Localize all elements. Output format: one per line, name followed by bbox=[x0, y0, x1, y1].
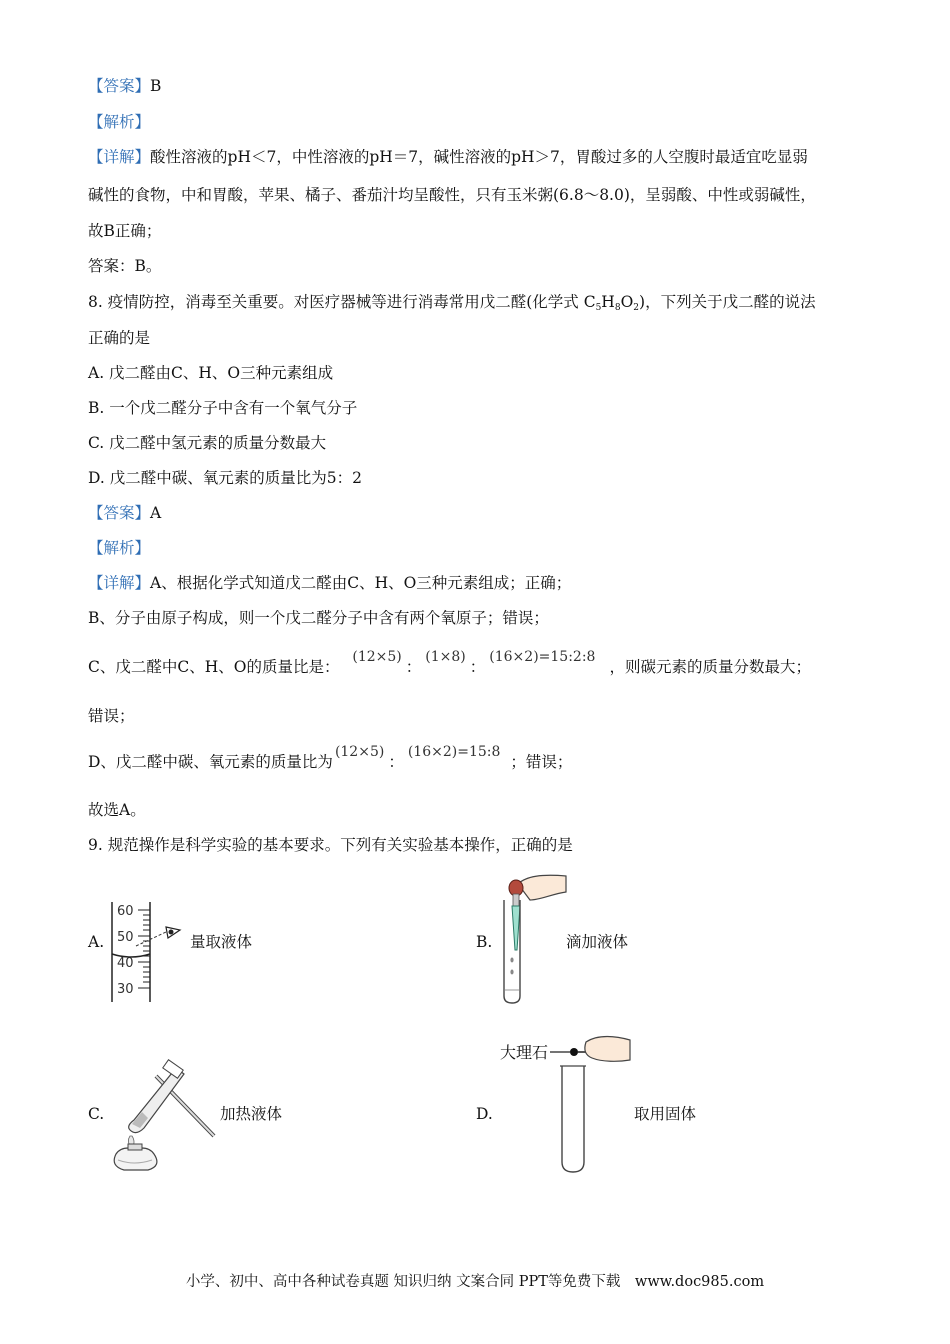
detail-line-8a bbox=[88, 573, 571, 593]
answer-tag: 【答案】 bbox=[88, 77, 151, 95]
detail-tag: 【详解】 bbox=[88, 148, 151, 166]
detail-c-post: ，则碳元素的质量分数最大； bbox=[609, 658, 811, 676]
answer-line-8 bbox=[88, 503, 161, 523]
detail-text: 酸性溶液的pH＜7，中性溶液的pH＝7，碱性溶液的pH＞7，胃酸过多的人空腹时最适宜吃显弱 bbox=[150, 148, 808, 166]
heating-liquid-figure bbox=[104, 1050, 224, 1175]
marble-label: 大理石 bbox=[500, 1043, 549, 1062]
detail-d-post: ；错误； bbox=[510, 753, 573, 771]
page-footer: 小学、初中、高中各种试卷真题 知识归纳 文案合同 PPT等免费下载 www.doc985.com bbox=[185, 1274, 765, 1290]
q8-stem bbox=[88, 292, 816, 318]
conclusion-line-8: 故选A。 bbox=[88, 801, 146, 819]
q9-option-a-caption: 量取液体 bbox=[190, 933, 253, 951]
q8-option-a: A. 戊二醛由C、H、O三种元素组成 bbox=[88, 364, 334, 382]
formula-sep: ： bbox=[388, 753, 404, 771]
detail-tag: 【详解】 bbox=[88, 574, 151, 592]
graduated-cylinder-figure bbox=[108, 896, 198, 1006]
detail-line-8b: B、分子由原子构成，则一个戊二醛分子中含有两个氧原子；错误； bbox=[88, 609, 549, 627]
q9-stem: 9. 规范操作是科学实验的基本要求。下列有关实验基本操作，正确的是 bbox=[88, 836, 573, 854]
answer-value: B bbox=[150, 77, 162, 95]
q8-stem-b: )，下列关于戊二醛的说法 bbox=[639, 293, 816, 311]
formula-h: H bbox=[601, 293, 615, 311]
formula-sep: ： bbox=[405, 658, 422, 676]
detail-line-8c bbox=[88, 649, 811, 678]
formula-sep: ： bbox=[469, 658, 486, 676]
formula-c2: (1×8) bbox=[425, 649, 466, 665]
detail-line-7a bbox=[88, 147, 808, 167]
q9-option-d-caption: 取用固体 bbox=[634, 1105, 697, 1123]
q8-option-b: B. 一个戊二醛分子中含有一个氧气分子 bbox=[88, 399, 358, 417]
detail-text: A、根据化学式知道戊二醛由C、H、O三种元素组成；正确； bbox=[150, 574, 572, 592]
analysis-tag: 【解析】 bbox=[88, 113, 151, 131]
detail-line-7b: 碱性的食物，中和胃酸，苹果、橘子、番茄汁均呈酸性，只有玉米粥(6.8～8.0)，呈弱酸、中性或弱碱性， bbox=[88, 186, 816, 204]
analysis-line-8 bbox=[88, 538, 150, 558]
tick-label-50: 50 bbox=[117, 930, 134, 945]
q8-stem-a: 8. 疫情防控，消毒至关重要。对医疗器械等进行消毒常用戊二醛(化学式 C bbox=[88, 293, 596, 311]
tick-label-60: 60 bbox=[117, 904, 134, 919]
detail-c-pre: C、戊二醛中C、H、O的质量比是： bbox=[88, 658, 340, 676]
analysis-line-7 bbox=[88, 112, 150, 132]
q9-option-b-letter: B. bbox=[476, 933, 493, 951]
formula-o-count: 2 bbox=[633, 303, 640, 313]
formula-h-count: 8 bbox=[614, 303, 621, 313]
answer-tag: 【答案】 bbox=[88, 504, 151, 522]
formula-o: O bbox=[620, 293, 634, 311]
answer-value: A bbox=[150, 504, 162, 522]
q8-option-d: D. 戊二醛中碳、氧元素的质量比为5：2 bbox=[88, 469, 362, 487]
q9-option-b-caption: 滴加液体 bbox=[566, 933, 629, 951]
formula-c1: (12×5) bbox=[352, 649, 402, 665]
detail-line-7c: 故B正确； bbox=[88, 222, 162, 240]
formula-c-count: 5 bbox=[595, 303, 602, 313]
q8-option-c: C. 戊二醛中氢元素的质量分数最大 bbox=[88, 434, 327, 452]
formula-d2: (16×2)=15:8 bbox=[407, 744, 501, 760]
q9-option-c-letter: C. bbox=[88, 1105, 105, 1123]
q9-option-a-letter: A. bbox=[88, 933, 105, 951]
taking-solid-figure bbox=[498, 1034, 648, 1174]
detail-d-pre: D、戊二醛中碳、氧元素的质量比为 bbox=[88, 753, 333, 771]
formula-d1: (12×5) bbox=[334, 744, 385, 760]
detail-line-8d bbox=[88, 744, 573, 773]
detail-line-8c2: 错误； bbox=[88, 707, 135, 725]
formula-c3: (16×2)=15:2:8 bbox=[489, 649, 596, 665]
q9-option-c-caption: 加热液体 bbox=[220, 1105, 283, 1123]
tick-label-30: 30 bbox=[117, 982, 134, 997]
q8-stem-line2: 正确的是 bbox=[88, 329, 151, 347]
q9-option-d-letter: D. bbox=[476, 1105, 493, 1123]
tick-label-40: 40 bbox=[117, 956, 134, 971]
dropper-test-tube-figure bbox=[496, 870, 576, 1005]
answer-line-7 bbox=[88, 76, 161, 96]
analysis-tag: 【解析】 bbox=[88, 539, 151, 557]
conclusion-line-7: 答案：B。 bbox=[88, 257, 162, 275]
